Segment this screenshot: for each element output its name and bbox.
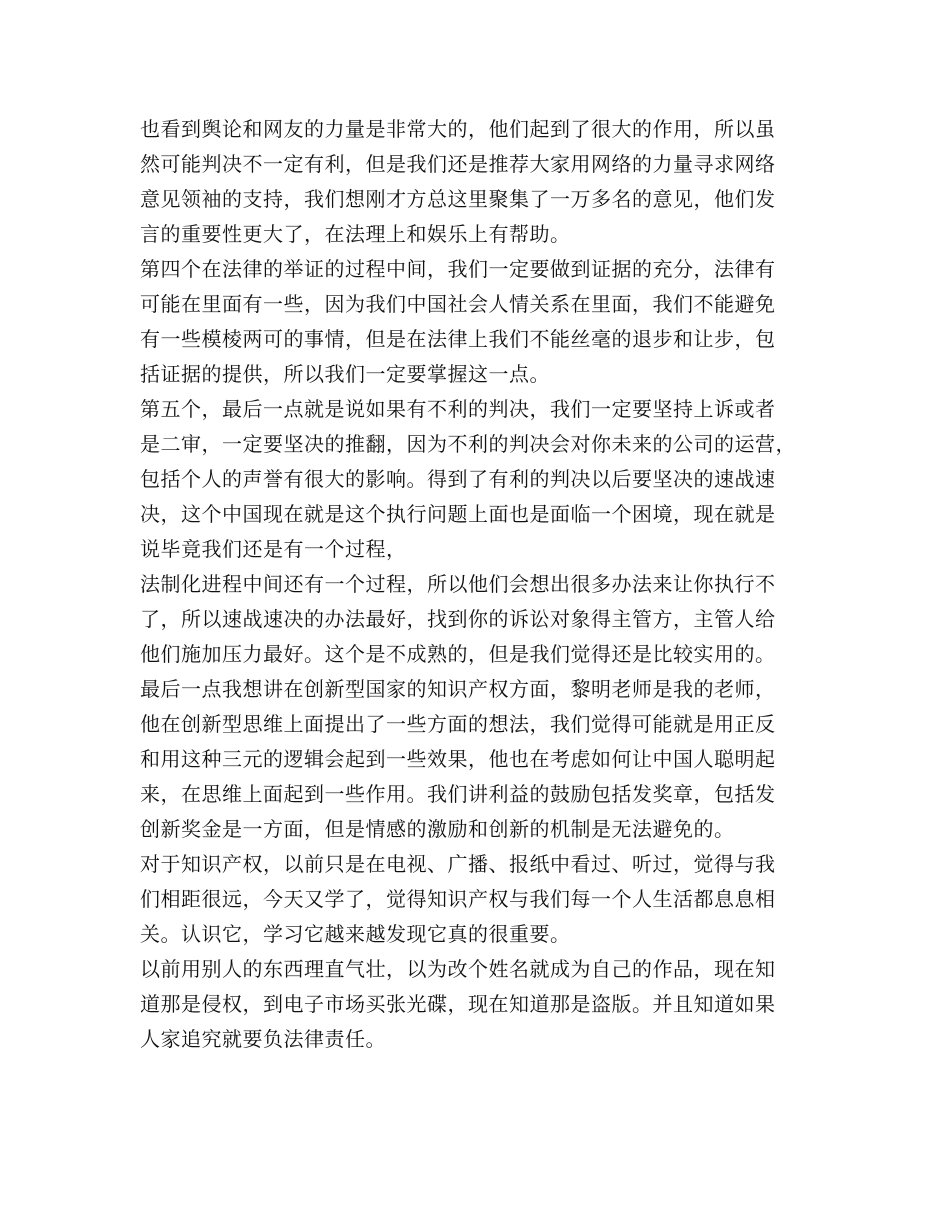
paragraph-ip-awareness: 对于知识产权，以前只是在电视、广播、报纸中看过、听过，觉得与我 们相距很远，今天又学了，觉得知识产权与我们每一个人生活都息息相 关。认识它，学习它越来越发现它真的很重要。 (140, 852, 776, 946)
paragraph-appeal: 第五个，最后一点就是说如果有不利的判决，我们一定要坚持上诉或者 是二审，一定要坚决的推翻，因为不利的判决会对你未来的公司的运营， 包括个人的声誉有很大的影响。得到了有利的判决以后要坚决的速战速 决，这个中国现在就是这个执行问题上面也是面临一个困境，现在就是 说毕竟我们还是有一个过程， (140, 397, 796, 561)
paragraph-evidence: 第四个在法律的举证的过程中间，我们一定要做到证据的充分，法律有 可能在里面有一些，因为我们中国社会人情关系在里面，我们不能避免 有一些模棱两可的事情，但是在法律上我们不能丝毫的退步和让步，包 括证据的提供，所以我们一定要掌握这一点。 (140, 257, 776, 386)
paragraph-innovation: 最后一点我想讲在创新型国家的知识产权方面，黎明老师是我的老师， 他在创新型思维上面提出了一些方面的想法，我们觉得可能就是用正反 和用这种三元的逻辑会起到一些效果，他也在考虑如何让中国人聪明起 来，在思维上面起到一些作用。我们讲利益的鼓励包括发奖章，包括发 创新奖金是一方面，但是情感的激励和创新的机制是无法避免的。 (140, 677, 776, 841)
paragraph-public-opinion: 也看到舆论和网友的力量是非常大的，他们起到了很大的作用，所以虽 然可能判决不一定有利，但是我们还是推荐大家用网络的力量寻求网络 意见领袖的支持，我们想刚才方总这里聚集了一万多名的意见，他们发 言的重要性更大了，在法理上和娱乐上有帮助。 (140, 117, 776, 246)
document-body (140, 112, 830, 1057)
paragraph-legalization: 法制化进程中间还有一个过程，所以他们会想出很多办法来让你执行不 了，所以速战速决的办法最好，找到你的诉讼对象得主管方，主管人给 他们施加压力最好。这个是不成熟的，但是我们觉得还是比较实用的。 (140, 572, 776, 666)
paragraph-infringement: 以前用别人的东西理直气壮，以为改个姓名就成为自己的作品，现在知 道那是侵权，到电子市场买张光碟，现在知道那是盗版。并且知道如果 人家追究就要负法律责任。 (140, 957, 776, 1051)
